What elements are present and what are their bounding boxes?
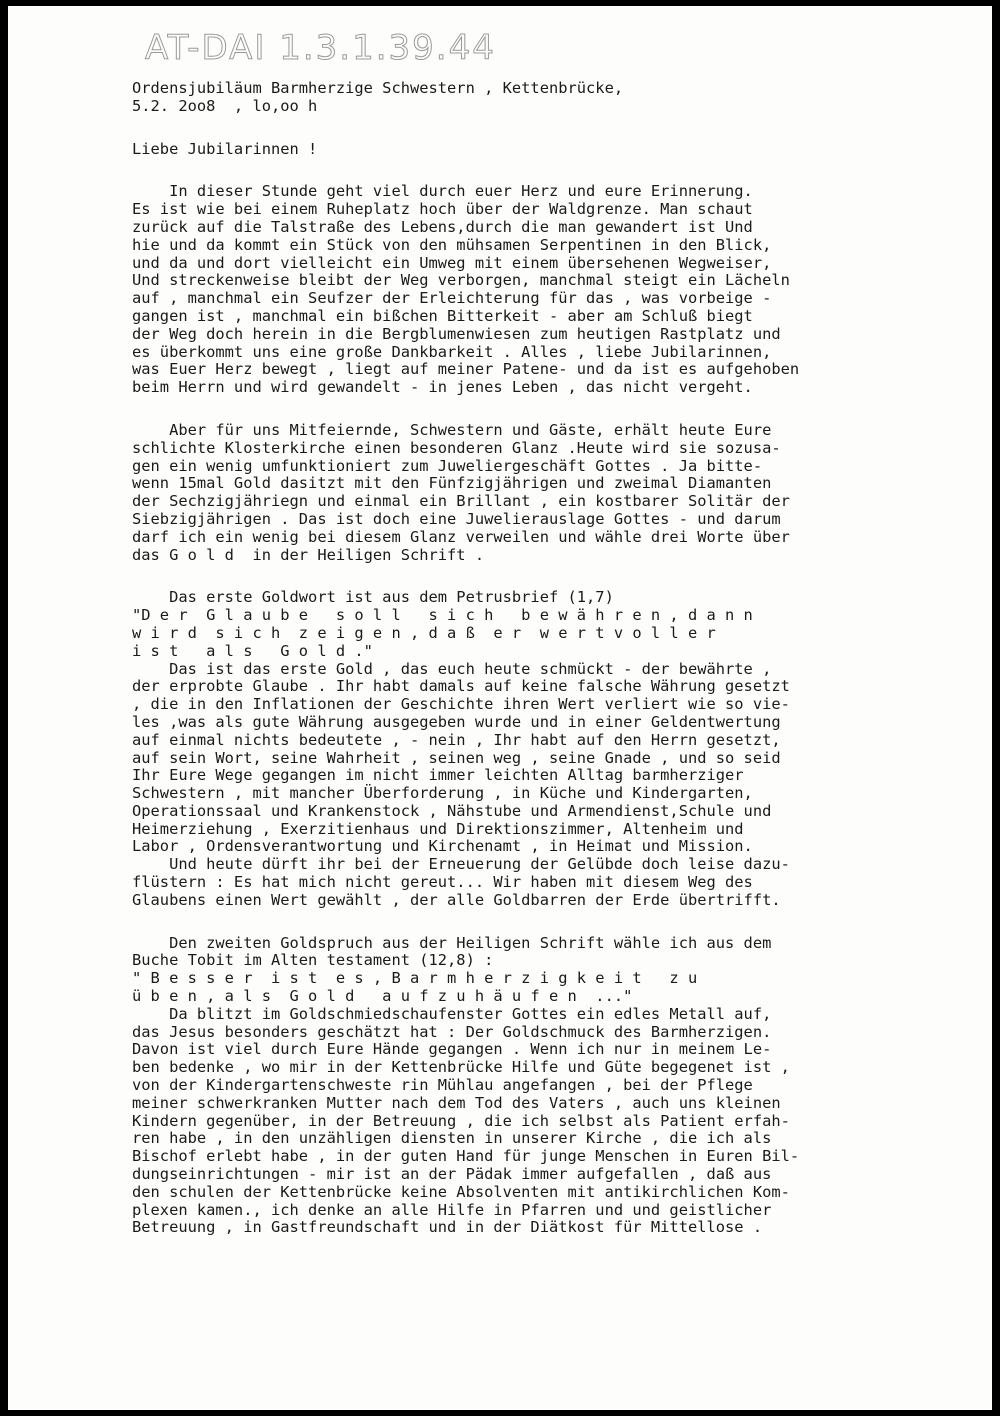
text-line: hie und da kommt ein Stück von den mühsamen Serpentinen in den Blick, xyxy=(132,235,772,254)
text-line: Operationssaal und Krankenstock , Nähstube und Armendienst,Schule und xyxy=(132,801,772,820)
text-line: auf einmal nichts bedeutete , - nein , Ihr habt auf den Herrn gesetzt, xyxy=(132,730,781,749)
text-line: plexen kamen., ich denke an alle Hilfe in Pfarren und und geistlicher xyxy=(132,1200,772,1219)
paragraph xyxy=(132,935,992,1238)
text-line: Labor , Ordensverantwortung und Kirchenamt , in Heimat und Mission. xyxy=(132,837,753,856)
text-line: was Euer Herz bewegt , liegt auf meiner Patene- und da ist es aufgehoben xyxy=(132,360,800,379)
text-line: meiner schwerkranken Mutter nach dem Tod des Vaters , auch uns kleinen xyxy=(132,1093,781,1112)
spacer xyxy=(132,910,992,935)
text-line: der Weg doch herein in die Bergblumenwiesen zum heutigen Rastplatz und xyxy=(132,324,781,343)
paragraph xyxy=(132,422,992,564)
text-line: von der Kindergartenschweste rin Mühlau angefangen , bei der Pflege xyxy=(132,1076,753,1095)
text-line: der erprobte Glaube . Ihr habt damals auf keine falsche Währung gesetzt xyxy=(132,677,790,696)
text-line: Das erste Goldwort ist aus dem Petrusbrief (1,7) xyxy=(132,588,614,607)
text-line: In dieser Stunde geht viel durch euer Herz und eure Erinnerung. xyxy=(132,182,753,201)
paragraph xyxy=(132,589,992,909)
text-line: ren habe , in den unzähligen diensten in unserer Kirche , die ich als xyxy=(132,1129,772,1148)
text-line: " B e s s e r i s t e s , B a r m h e r z i g k e i t z u xyxy=(132,969,698,988)
text-line: Heimerziehung , Exerzitienhaus und Direktionszimmer, Altenheim und xyxy=(132,819,744,838)
text-line: zurück auf die Talstraße des Lebens,durch die man gewandert ist Und xyxy=(132,217,753,236)
text-line: Betreuung , in Gastfreundschaft und in der Diätkost für Mittellose . xyxy=(132,1218,763,1237)
text-line: gangen ist , manchmal ein bißchen Bitterkeit - aber am Schluß biegt xyxy=(132,306,753,325)
text-line: Bischof erlebt habe , in der guten Hand für junge Menschen in Euren Bil- xyxy=(132,1147,800,1166)
header-line: 5.2. 2oo8 , lo,oo h xyxy=(132,96,318,115)
text-line: beim Herrn und wird gewandelt - in jenes Leben , das nicht vergeht. xyxy=(132,378,753,397)
text-line: Den zweiten Goldspruch aus der Heiligen Schrift wähle ich aus dem xyxy=(132,933,772,952)
text-line: darf ich ein wenig bei diesem Glanz verweilen und wähle drei Worte über xyxy=(132,527,790,546)
text-line: und da und dort vielleicht ein Umweg mit einem übersehenen Wegweiser, xyxy=(132,253,772,272)
spacer xyxy=(132,116,992,141)
text-line: , die in den Inflationen der Geschichte ihren Wert verliert wie so vie- xyxy=(132,695,790,714)
salutation: Liebe Jubilarinnen ! xyxy=(132,139,318,158)
text-line: Glaubens einen Wert gewählt , der alle Goldbarren der Erde übertrifft. xyxy=(132,890,781,909)
letter-body xyxy=(132,183,992,1237)
text-line: Da blitzt im Goldschmiedschaufenster Gottes ein edles Metall auf, xyxy=(132,1004,772,1023)
text-line: der Sechzigjähriegn und einmal ein Brillant , ein kostbarer Solitär der xyxy=(132,492,790,511)
text-line: das G o l d in der Heiligen Schrift . xyxy=(132,545,485,564)
text-line: es überkommt uns eine große Dankbarkeit . Alles , liebe Jubilarinnen, xyxy=(132,342,772,361)
text-line: Das ist das erste Gold , das euch heute schmückt - der bewährte , xyxy=(132,659,772,678)
text-line: das Jesus besonders geschätzt hat : Der Goldschmuck des Barmherzigen. xyxy=(132,1022,772,1041)
spacer xyxy=(132,158,992,183)
text-line: Schwestern , mit mancher Überforderung , in Küche und Kindergarten, xyxy=(132,784,753,803)
text-line: Davon ist viel durch Eure Hände gegangen . Wenn ich nur in meinem Le- xyxy=(132,1040,772,1059)
text-line: les ,was als gute Währung ausgegeben wurde und in einer Geldentwertung xyxy=(132,712,781,731)
text-line: Kindern gegenüber, in der Betreuung , die ich selbst als Patient erfah- xyxy=(132,1111,790,1130)
text-line: auf sein Wort, seine Wahrheit , seinen weg , seine Gnade , und so seid xyxy=(132,748,781,767)
text-line: Aber für uns Mitfeiernde, Schwestern und Gäste, erhält heute Eure xyxy=(132,420,772,439)
text-line: Buche Tobit im Alten testament (12,8) : xyxy=(132,951,494,970)
text-line: auf , manchmal ein Seufzer der Erleichterung für das , was vorbeige - xyxy=(132,289,772,308)
paragraph xyxy=(132,183,992,397)
text-line: Und streckenweise bleibt der Weg verborgen, manchmal steigt ein Lächeln xyxy=(132,271,790,290)
text-line: Siebzigjährigen . Das ist doch eine Juwelierauslage Gottes - und darum xyxy=(132,509,781,528)
text-line: den schulen der Kettenbrücke keine Absolventen mit antikirchlichen Kom- xyxy=(132,1182,790,1201)
letter-header xyxy=(132,80,992,116)
text-line: wenn 15mal Gold dasitzt mit den Fünfzigjährigen und zweimal Diamanten xyxy=(132,474,772,493)
spacer xyxy=(132,397,992,422)
text-line: dungseinrichtungen - mir ist an der Pädak immer aufgefallen , daß aus xyxy=(132,1165,772,1184)
spacer xyxy=(132,564,992,589)
text-line: ben bedenke , wo mir in der Kettenbrücke Hilfe und Güte begegenet ist , xyxy=(132,1058,790,1077)
text-line: Es ist wie bei einem Ruheplatz hoch über der Waldgrenze. Man schaut xyxy=(132,200,753,219)
text-line: schlichte Klosterkirche einen besonderen Glanz .Heute wird sie sozusa- xyxy=(132,438,781,457)
document-page xyxy=(8,6,992,1410)
text-line: ü b e n , a l s G o l d a u f z u h ä u f e n ..." xyxy=(132,987,633,1006)
text-line: Ihr Eure Wege gegangen im nicht immer leichten Alltag barmherziger xyxy=(132,766,744,785)
text-line: i s t a l s G o l d ." xyxy=(132,641,373,660)
text-line: w i r d s i c h z e i g e n , d a ß e r w e r t v o l l e r xyxy=(132,623,716,642)
text-line: gen ein wenig umfunktioniert zum Juweliergeschäft Gottes . Ja bitte- xyxy=(132,456,763,475)
text-line: "D e r G l a u b e s o l l s i c h b e w ä h r e n , d a n n xyxy=(132,606,753,625)
text-line: Und heute dürft ihr bei der Erneuerung der Gelübde doch leise dazu- xyxy=(132,855,790,874)
text-line: flüstern : Es hat mich nicht gereut... Wir haben mit diesem Weg des xyxy=(132,873,753,892)
header-line: Ordensjubiläum Barmherzige Schwestern , Kettenbrücke, xyxy=(132,79,624,97)
typed-letter xyxy=(132,80,992,1237)
archive-number-stamp: AT-DAI 1.3.1.39.44 xyxy=(145,28,496,68)
